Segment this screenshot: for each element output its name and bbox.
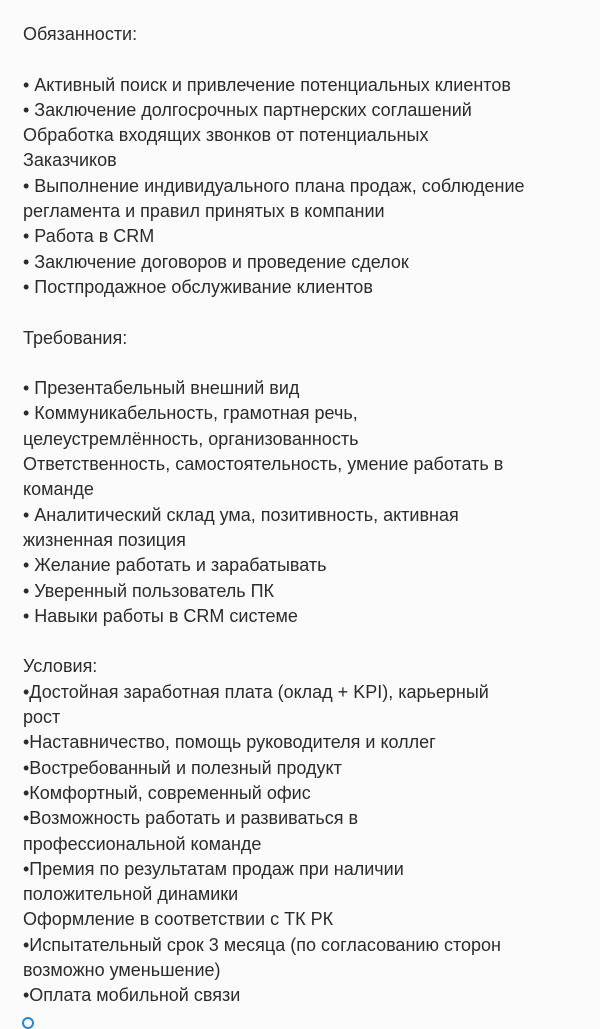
job-description: [23, 22, 588, 1009]
condition-line: возможно уменьшение): [23, 959, 221, 980]
spacer: [23, 629, 588, 654]
spacer: [23, 47, 588, 72]
condition-line: •Испытательный срок 3 месяца (по согласованию сторон: [23, 934, 501, 955]
requirement-line: целеустремлённость, организованность: [23, 428, 359, 449]
condition-line: Оформление в соответствии с ТК РК: [23, 909, 334, 930]
duty-line: • Работа в CRM: [23, 226, 155, 247]
condition-line: •Востребованный и полезный продукт: [23, 757, 342, 778]
duty-line: Заказчиков: [23, 150, 117, 171]
duty-line: • Заключение договоров и проведение сделок: [23, 251, 409, 272]
spacer: [23, 300, 588, 325]
condition-line: •Премия по результатам продаж при наличии: [23, 858, 404, 879]
condition-line: рост: [23, 707, 61, 728]
condition-line: положительной динамики: [23, 884, 239, 905]
condition-line: •Наставничество, помощь руководителя и коллег: [23, 732, 436, 753]
condition-line: •Комфортный, современный офис: [23, 782, 311, 803]
duty-line: • Постпродажное обслуживание клиентов: [23, 276, 373, 297]
condition-line: •Оплата мобильной связи: [23, 985, 241, 1006]
requirement-line: Ответственность, самостоятельность, умение работать в: [23, 454, 504, 475]
requirement-line: • Навыки работы в CRM системе: [23, 605, 298, 626]
requirement-line: • Коммуникабельность, грамотная речь,: [23, 403, 358, 424]
requirement-line: жизненная позиция: [23, 529, 186, 550]
spacer: [23, 351, 588, 376]
requirement-line: • Аналитический склад ума, позитивность, активная: [23, 504, 459, 525]
requirement-line: • Уверенный пользователь ПК: [23, 580, 275, 601]
condition-line: •Возможность работать и развиваться в: [23, 808, 359, 829]
duty-line: • Выполнение индивидуального плана продаж, соблюдение: [23, 175, 525, 196]
duty-line: Обработка входящих звонков от потенциальных: [23, 125, 429, 146]
section-heading-conditions: Условия:: [23, 656, 98, 677]
section-heading-requirements: Требования:: [23, 327, 128, 348]
requirement-line: • Презентабельный внешний вид: [23, 378, 300, 399]
duty-line: регламента и правил принятых в компании: [23, 201, 385, 222]
condition-line: •Достойная заработная плата (оклад + KPI), карьерный: [23, 681, 489, 702]
requirement-line: • Желание работать и зарабатывать: [23, 555, 327, 576]
condition-line: профессиональной команде: [23, 833, 262, 854]
scroll-indicator-icon: [22, 1017, 34, 1029]
section-heading-duties: Обязанности:: [23, 24, 138, 44]
duty-line: • Активный поиск и привлечение потенциальных клиентов: [23, 74, 511, 95]
duty-line: • Заключение долгосрочных партнерских соглашений: [23, 99, 472, 120]
requirement-line: команде: [23, 479, 94, 500]
